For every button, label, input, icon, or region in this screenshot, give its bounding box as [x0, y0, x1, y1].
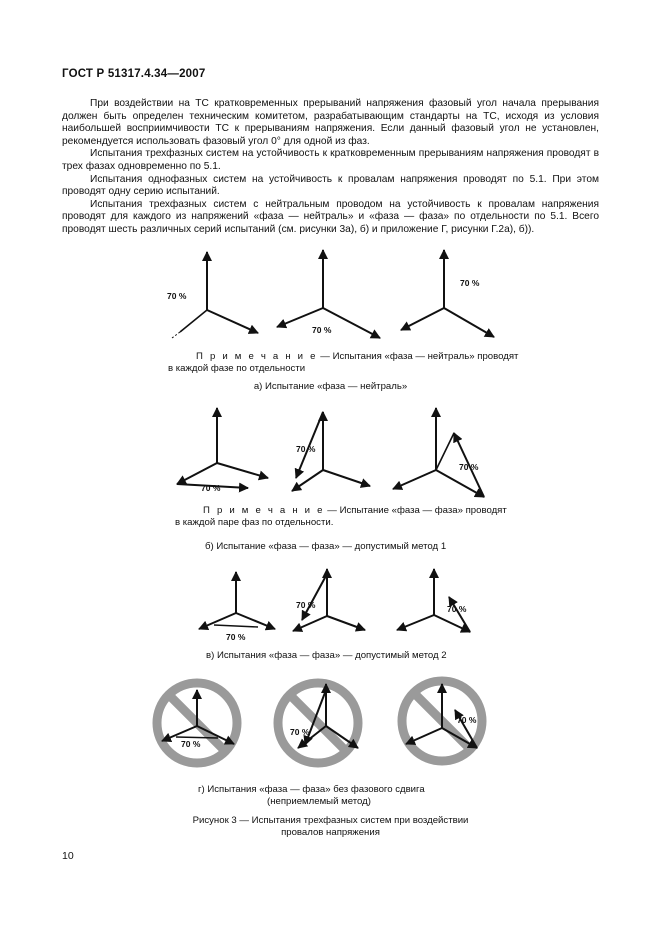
vector-diagram-c1: [199, 572, 275, 629]
caption-d-line2: (неприемлемый метод): [267, 796, 371, 807]
vector-diagram-b3: [393, 408, 484, 497]
caption-d-line1: г) Испытания «фаза — фаза» без фазового сдвига: [198, 784, 425, 795]
paragraph: Испытания трехфазных систем с нейтральным проводом на устойчивость к провалам напряжения проводят для каждого из напряжений «фаза — нейтраль» и «фаза — фаза» по отдельности по 5.1. Всего проводят шесть различных серий испытаний (см. рисунки 3а), б) и приложение Г, рисунки Г.2а), б)).: [62, 198, 599, 235]
prohibited-diagram-d1: [157, 683, 237, 763]
caption-a: а) Испытание «фаза — нейтраль»: [253, 381, 408, 392]
percent-label: 70 %: [201, 483, 221, 493]
percent-label: 70 %: [312, 325, 332, 335]
percent-label: 70 %: [181, 739, 201, 749]
percent-label: 70 %: [296, 600, 316, 610]
document-header: ГОСТ Р 51317.4.34—2007: [62, 68, 206, 80]
percent-label: 70 %: [447, 604, 467, 614]
note-a-line2: в каждой фазе по отдельности: [168, 363, 306, 374]
percent-label: 70 %: [226, 632, 246, 642]
paragraph: Испытания трехфазных систем на устойчивость к кратковременным прерываниям напряжения проводят в трех фазах одновременно по 5.1.: [62, 148, 599, 172]
note-b: П р и м е ч а н и е — Испытание «фаза — фаза» проводят: [203, 505, 507, 516]
percent-label: 70 %: [460, 278, 480, 288]
percent-label: 70 %: [167, 291, 187, 301]
percent-label: 70 %: [457, 715, 477, 725]
percent-label: 70 %: [290, 727, 310, 737]
vector-diagram-b1: [177, 408, 268, 488]
note-a: П р и м е ч а н и е — Испытания «фаза — нейтраль» проводят: [196, 351, 519, 362]
caption-b: б) Испытание «фаза — фаза» — допустимый метод 1: [205, 541, 447, 552]
paragraph: При воздействии на ТС кратковременных прерываний напряжения фазовый угол начала прерывания должен быть определен техническим комитетом, разрабатывающим стандарты на ТС, исходя из условия наибольшей восприимчивости ТС к прерываниям напряжения. Если данный фазовый угол не установлен, рекомендуется использовать фазовый угол 0° для одной из фаз.: [62, 98, 599, 147]
figure-title-line1: Рисунок 3 — Испытания трехфазных систем при воздействии: [192, 815, 469, 826]
percent-label: 70 %: [459, 462, 479, 472]
figure-title: [0, 815, 661, 838]
vector-diagram-c3: [397, 569, 470, 632]
page-number: 10: [62, 850, 74, 862]
prohibited-diagram-d2: [278, 683, 358, 763]
figure-title-line2: провалов напряжения: [281, 826, 380, 838]
percent-label: 70 %: [296, 444, 316, 454]
paragraph: Испытания однофазных систем на устойчивость к провалам напряжения проводят по 5.1. При этом проводят одну серию испытаний.: [62, 173, 599, 198]
caption-c: в) Испытания «фаза — фаза» — допустимый метод 2: [206, 650, 447, 661]
note-b-line2: в каждой паре фаз по отдельности.: [175, 517, 334, 528]
vector-diagram-a3: [401, 250, 494, 337]
